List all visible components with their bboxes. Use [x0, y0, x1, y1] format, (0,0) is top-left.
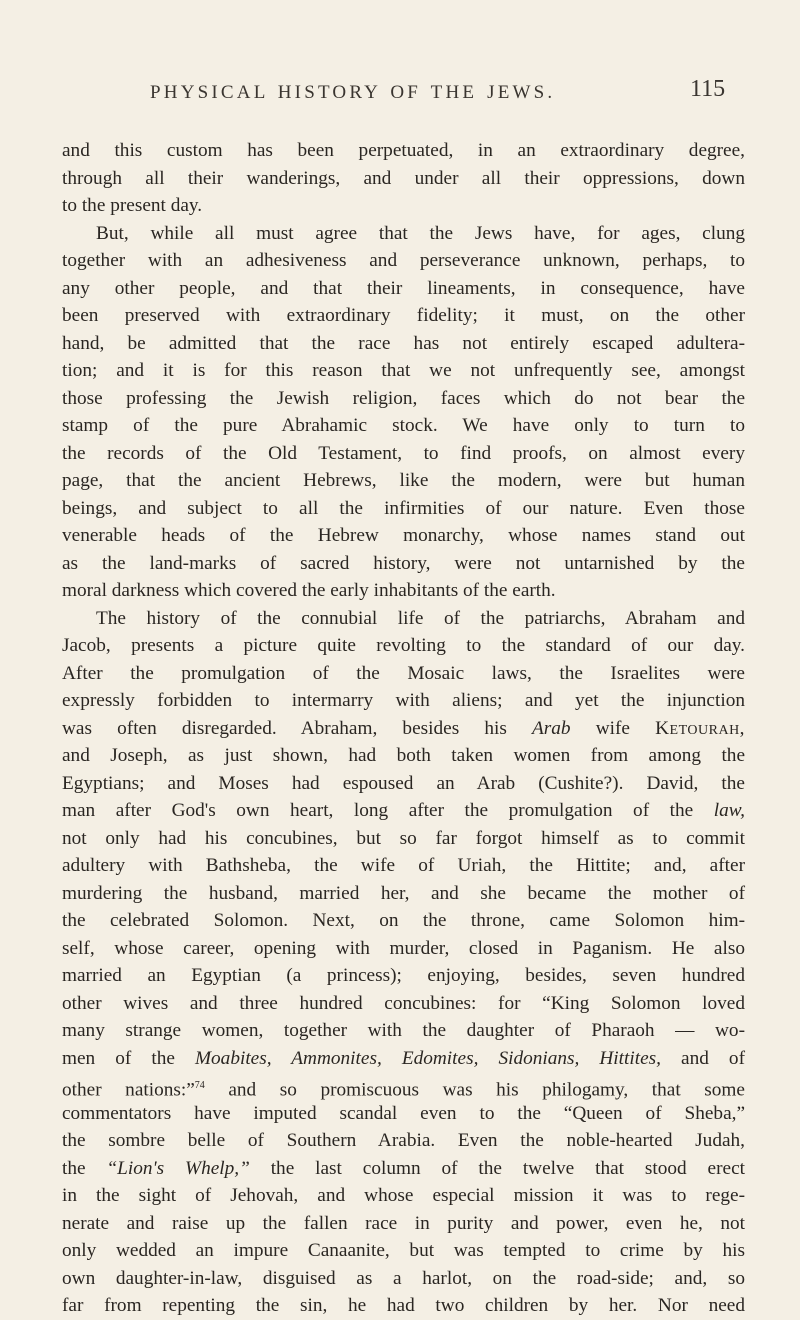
text-line: the records of the Old Testament, to find proofs, on almost every — [62, 442, 745, 464]
text-line: own daughter-in-law, disguised as a harlot, on the road-side; and, so — [62, 1267, 745, 1289]
text-line: and Joseph, as just shown, had both taken women from among the — [62, 745, 745, 766]
text-line: to the present day. — [62, 195, 203, 216]
italic-word: Arab — [532, 717, 571, 739]
text-line — [62, 1072, 745, 1100]
text-run: men of the — [62, 1047, 175, 1069]
text-line: Jacob, presents a picture quite revolting to the standard of our day. — [62, 635, 745, 656]
text-line: beings, and subject to all the infirmities of our nature. Even those — [62, 497, 745, 519]
text-run: and so promiscuous was his philogamy, that some — [204, 1079, 745, 1101]
text-line: only wedded an impure Canaanite, but was tempted to crime by his — [62, 1240, 745, 1261]
text-run: the — [62, 1157, 86, 1179]
text-line: the celebrated Solomon. Next, on the throne, came Solomon him- — [62, 910, 745, 931]
text-run: the last column of the twelve that stood erect — [249, 1157, 745, 1179]
text-run: wife — [570, 717, 656, 739]
text-line: many strange women, together with the daughter of Pharaoh — wo- — [62, 1020, 745, 1041]
text-line: But, while all must agree that the Jews have, for ages, clung — [96, 222, 745, 244]
text-line: After the promulgation of the Mosaic laws, the Israelites were — [62, 662, 745, 684]
page-number: 115 — [690, 76, 726, 102]
text-line — [62, 1155, 745, 1183]
text-line: self, whose career, opening with murder, closed in Paganism. He also — [62, 937, 745, 959]
text-line: murdering the husband, married her, and she became the mother of — [62, 882, 745, 904]
text-line — [62, 797, 745, 825]
text-run: other nations:” — [62, 1079, 195, 1101]
text-line: any other people, and that their lineaments, in consequence, have — [62, 277, 745, 299]
text-line: and this custom has been perpetuated, in an extraordinary degree, — [62, 140, 745, 161]
text-line: venerable heads of the Hebrew monarchy, whose names stand out — [62, 525, 745, 546]
text-line: commentators have imputed scandal even to the “Queen of Sheba,” — [62, 1102, 745, 1124]
body-text — [62, 137, 745, 1320]
text-line: in the sight of Jehovah, and whose especial mission it was to rege- — [62, 1185, 745, 1206]
italic-word: law, — [713, 800, 745, 821]
text-run: was often disregarded. Abraham, besides his — [62, 717, 507, 739]
text-line: stamp of the pure Abrahamic stock. We have only to turn to — [62, 415, 745, 436]
footnote-reference: 74 — [194, 1080, 205, 1091]
text-line: not only had his concubines, but so far forgot himself as to commit — [62, 827, 745, 849]
text-line: hand, be admitted that the race has not entirely escaped adultera- — [62, 332, 745, 354]
text-line: expressly forbidden to intermarry with aliens; and yet the injunction — [62, 690, 745, 711]
text-run: man after God's own heart, long after the promulgation of the — [62, 800, 694, 821]
text-line: far from repenting the sin, he had two children by her. Nor need — [62, 1295, 745, 1316]
text-line: together with an adhesiveness and perseverance unknown, perhaps, to — [62, 250, 745, 271]
text-line: page, that the ancient Hebrews, like the modern, were but human — [62, 470, 745, 491]
text-line: married an Egyptian (a princess); enjoying, besides, seven hundred — [62, 965, 745, 986]
text-run: and of — [660, 1047, 745, 1069]
text-line: adultery with Bathsheba, the wife of Uriah, the Hittite; and, after — [62, 855, 745, 876]
italic-peoples: Moabites, Ammonites, Edomites, Sidonians, Hittites, — [194, 1047, 661, 1069]
text-line: been preserved with extraordinary fidelity; it must, on the other — [62, 305, 745, 326]
text-line: other wives and three hundred concubines: for “King Solomon loved — [62, 992, 745, 1014]
text-line: as the land-marks of sacred history, were not untarnished by the — [62, 552, 745, 574]
text-line: Egyptians; and Moses had espoused an Arab (Cushite?). David, the — [62, 772, 745, 794]
italic-phrase: “Lion's Whelp,” — [106, 1157, 250, 1179]
text-line: The history of the connubial life of the patriarchs, Abraham and — [96, 607, 745, 629]
text-line: nerate and raise up the fallen race in purity and power, even he, not — [62, 1212, 745, 1234]
text-line: tion; and it is for this reason that we not unfrequently see, amongst — [62, 360, 745, 381]
running-title: PHYSICAL HISTORY OF THE JEWS. — [150, 82, 556, 103]
small-caps-name: Ketourah, — [655, 717, 745, 739]
text-line: the sombre belle of Southern Arabia. Even the noble-hearted Judah, — [62, 1130, 745, 1151]
text-line — [62, 715, 745, 743]
text-line: those professing the Jewish religion, faces which do not bear the — [62, 387, 745, 409]
text-line: moral darkness which covered the early inhabitants of the earth. — [62, 580, 556, 601]
text-line — [62, 1045, 745, 1073]
text-line: through all their wanderings, and under all their oppressions, down — [62, 167, 745, 189]
